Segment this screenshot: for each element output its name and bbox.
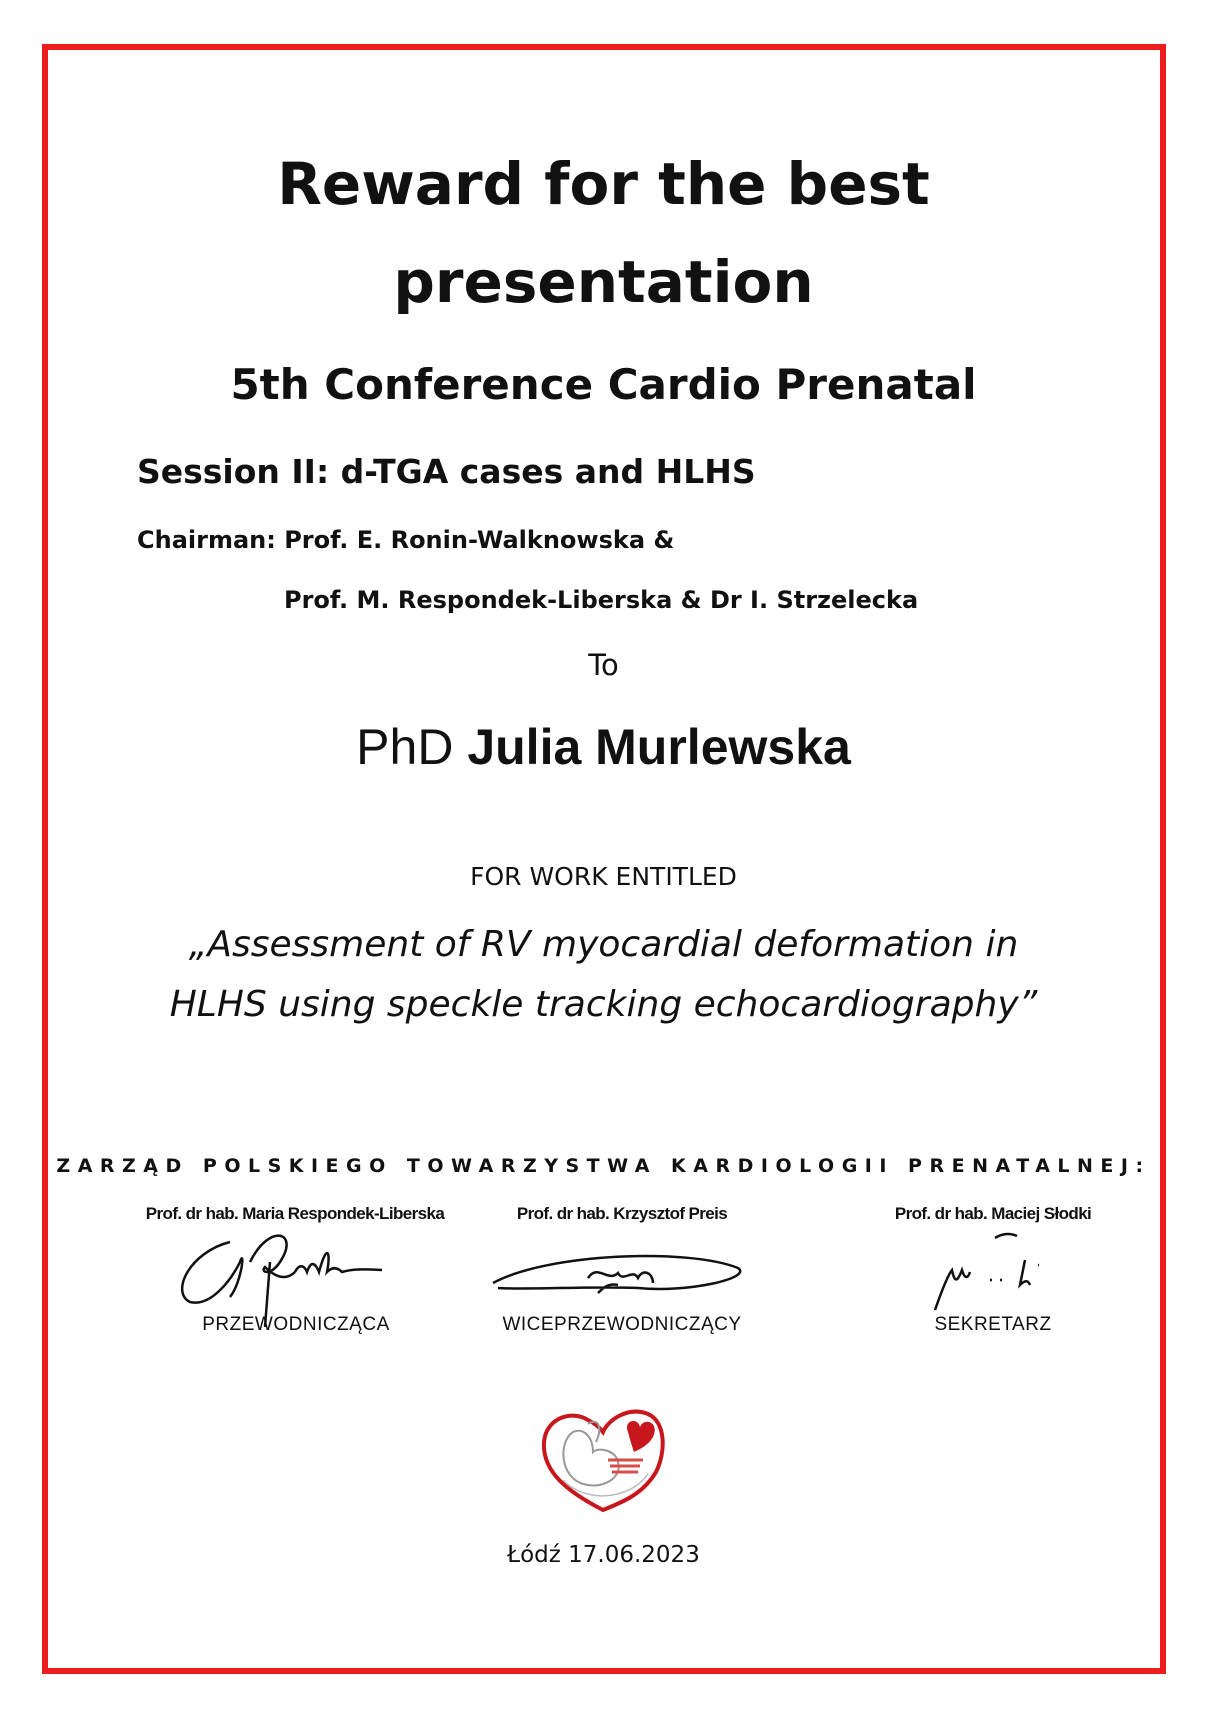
recipient	[0, 718, 1207, 776]
conference-name: 5th Conference Cardio Prenatal	[230, 360, 977, 409]
for-work-label: FOR WORK ENTITLED	[470, 862, 737, 891]
title-line-1: Reward for the best	[277, 150, 930, 218]
signatory-name-2: Prof. dr hab. Krzysztof Preis	[516, 1204, 728, 1223]
signatory-role-3: SEKRETARZ	[934, 1314, 1052, 1335]
signatory-name-1: Prof. dr hab. Maria Respondek-Liberska	[145, 1204, 445, 1223]
place-date: Łódź 17.06.2023	[507, 1542, 700, 1568]
signature-2	[488, 1248, 748, 1308]
work-title-line-2: HLHS using speckle tracking echocardiography”	[169, 984, 1038, 1025]
recipient-name: Julia Murlewska	[467, 719, 851, 775]
signatory-role-2: WICEPRZEWODNICZĄCY	[502, 1314, 742, 1335]
chairman-line-2: Prof. M. Respondek-Liberska & Dr I. Strzelecka	[284, 586, 919, 614]
recipient-prefix: PhD	[356, 719, 454, 775]
session-name: Session II: d-TGA cases and HLHS	[137, 452, 756, 491]
board-heading: ZARZĄD POLSKIEGO TOWARZYSTWA KARDIOLOGII PRENATALNEJ:	[56, 1155, 1151, 1177]
to-label: To	[588, 648, 619, 682]
society-logo	[538, 1402, 668, 1514]
signatory-role-1: PRZEWODNICZĄCA	[202, 1314, 390, 1335]
title-line-2: presentation	[393, 248, 814, 316]
work-title-line-1: „Assessment of RV myocardial deformation in	[188, 924, 1019, 965]
chairman-line-1: Chairman: Prof. E. Ronin-Walknowska &	[137, 526, 675, 554]
signature-3	[930, 1230, 1060, 1320]
signatory-name-3: Prof. dr hab. Maciej Słodki	[894, 1204, 1092, 1223]
